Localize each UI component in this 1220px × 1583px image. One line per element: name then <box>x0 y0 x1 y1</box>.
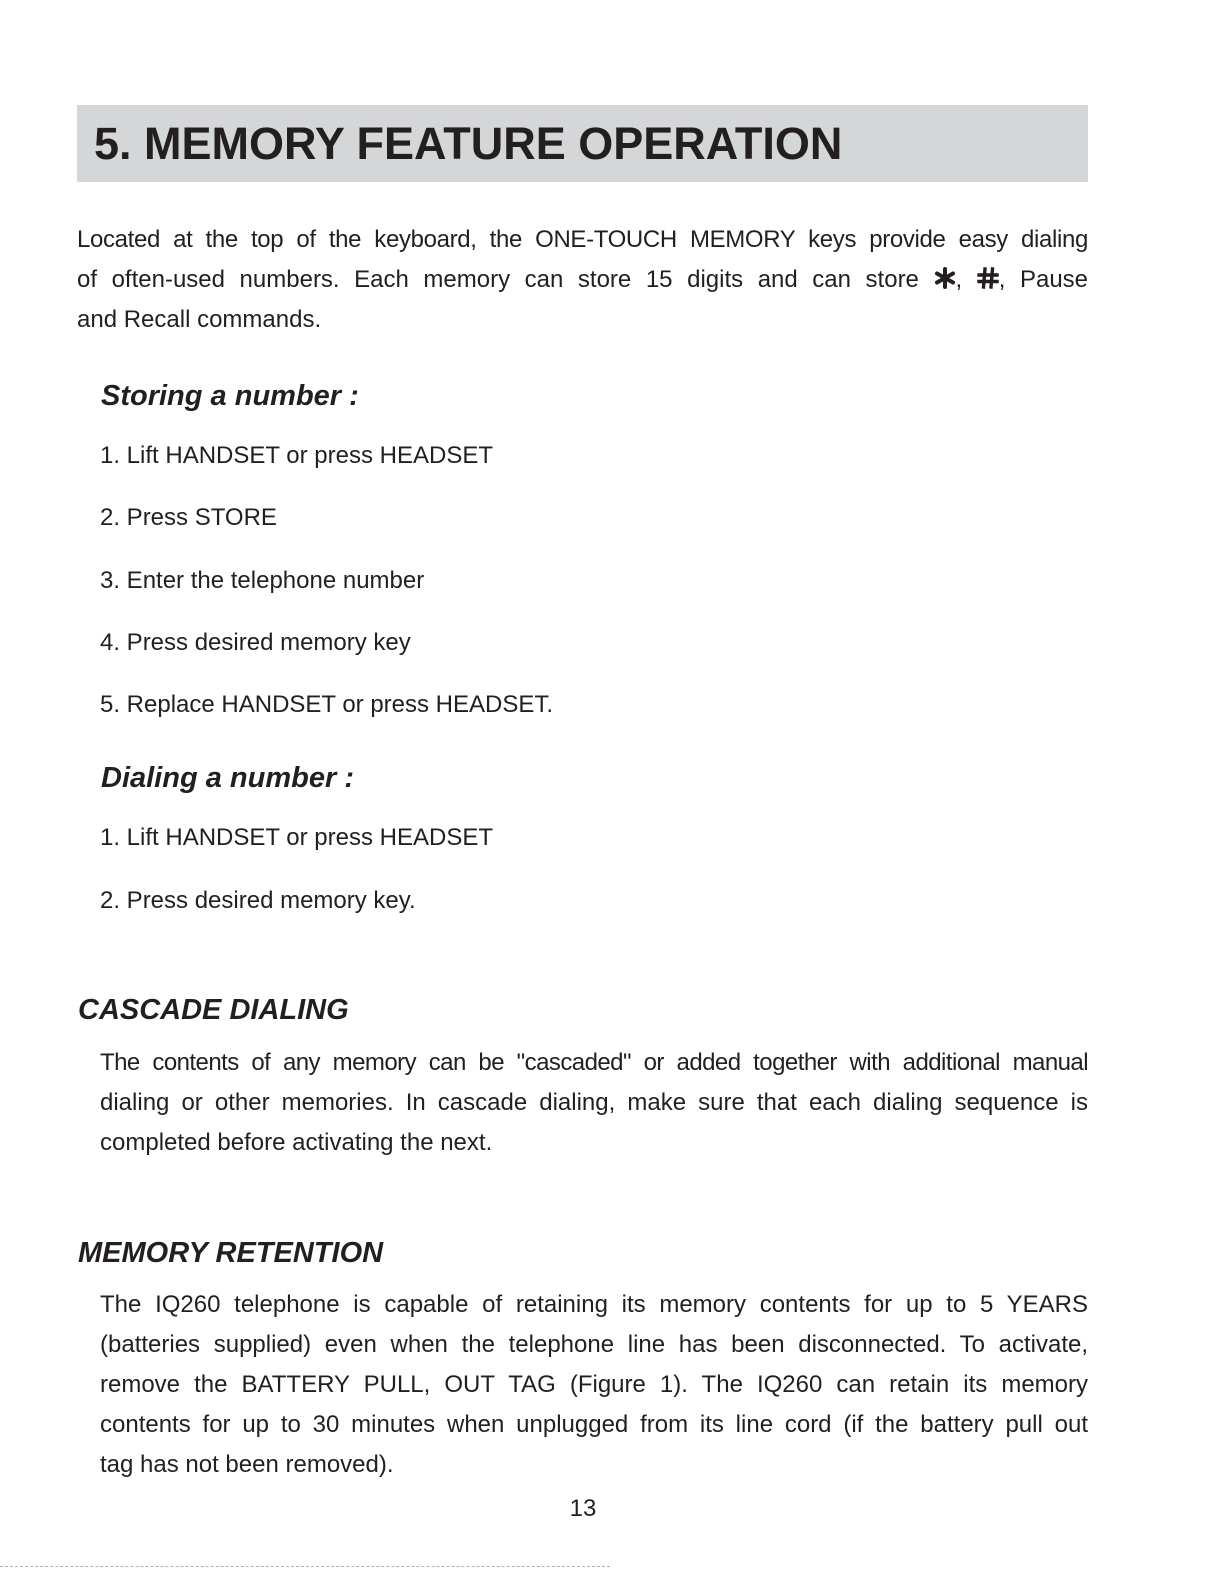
retention-heading: MEMORY RETENTION <box>78 1237 384 1269</box>
intro-line-3: and Recall commands. <box>77 306 322 333</box>
intro-paragraph <box>77 220 1088 340</box>
page-number: 13 <box>569 1495 597 1522</box>
retention-line: remove the BATTERY PULL, OUT TAG (Figure 1). The IQ260 can retain its memory <box>100 1371 1088 1398</box>
bottom-divider <box>0 1566 610 1567</box>
cascade-heading: CASCADE DIALING <box>78 994 349 1026</box>
retention-line: (batteries supplied) even when the telephone line has been disconnected. To activate, <box>100 1331 1088 1358</box>
storing-step: 5. Replace HANDSET or press HEADSET. <box>100 691 554 718</box>
cascade-line: completed before activating the next. <box>100 1129 493 1156</box>
cascade-line: dialing or other memories. In cascade dialing, make sure that each dialing sequence is <box>100 1089 1088 1116</box>
page-title: 5. MEMORY FEATURE OPERATION <box>94 118 843 169</box>
storing-step: 4. Press desired memory key <box>100 629 411 656</box>
intro-line-1: Located at the top of the keyboard, the ONE-TOUCH MEMORY keys provide easy dialing <box>77 226 1088 253</box>
cascade-line: The contents of any memory can be "cascaded" or added together with additional manual <box>100 1049 1088 1076</box>
dialing-heading: Dialing a number : <box>101 762 354 794</box>
storing-step: 1. Lift HANDSET or press HEADSET <box>100 442 493 469</box>
retention-line: contents for up to 30 minutes when unplugged from its line cord (if the battery pull out <box>100 1411 1088 1438</box>
retention-line: The IQ260 telephone is capable of retaining its memory contents for up to 5 YEARS <box>100 1291 1088 1318</box>
retention-paragraph <box>100 1285 1088 1485</box>
storing-step: 3. Enter the telephone number <box>100 567 425 594</box>
intro-separator-1: , <box>955 266 963 293</box>
retention-line: tag has not been removed). <box>100 1451 394 1478</box>
cascade-paragraph <box>100 1043 1088 1163</box>
storing-step: 2. Press STORE <box>100 504 277 531</box>
intro-line-2-text: of often-used numbers. Each memory can store 15 digits and can store <box>77 266 919 293</box>
pound-key-icon <box>977 267 999 289</box>
intro-separator-2: , Pause <box>998 266 1089 293</box>
dialing-step: 2. Press desired memory key. <box>100 887 416 914</box>
intro-line-2 <box>77 260 1088 300</box>
dialing-step: 1. Lift HANDSET or press HEADSET <box>100 824 493 851</box>
star-key-icon <box>934 267 956 289</box>
storing-heading: Storing a number : <box>101 380 359 412</box>
